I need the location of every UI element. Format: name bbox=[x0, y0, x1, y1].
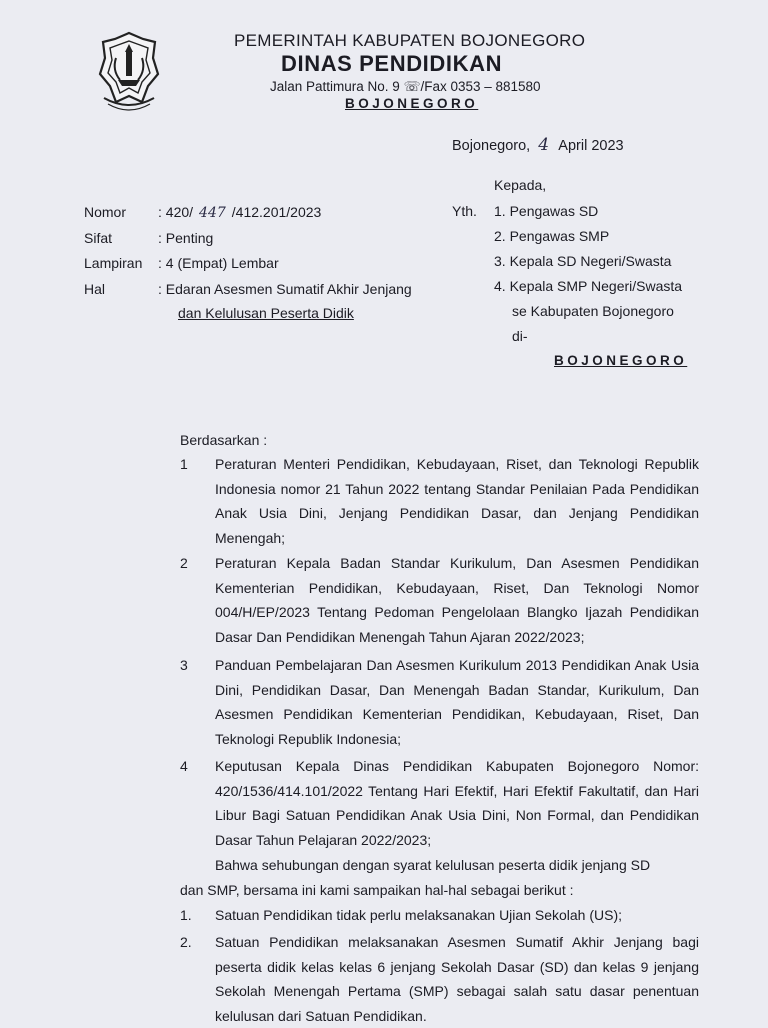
sifat-label: Sifat bbox=[84, 230, 113, 246]
date-day-handwritten: 4 bbox=[538, 135, 550, 155]
basis-intro: Berdasarkan : bbox=[180, 432, 268, 448]
yth-label: Yth. bbox=[452, 203, 477, 219]
hal-label: Hal bbox=[84, 281, 106, 297]
recipient-item: 2. Pengawas SMP bbox=[494, 228, 610, 244]
nomor-handwritten: 447 bbox=[199, 205, 226, 221]
point-number: 1. bbox=[180, 907, 192, 923]
statement-line1: Bahwa sehubungan dengan syarat kelulusan peserta didik jenjang SD bbox=[215, 857, 651, 873]
lampiran-label: Lampiran bbox=[84, 255, 143, 271]
point-text: Satuan Pendidikan melaksanakan Asesmen Sumatif Akhir Jenjang bagi peserta didik kelas kelas 6 jenjang Sekolah Dasar (SD) dan kelas 9 jenjang Sekolah Menengah Pertama (SMP) sebagai salah satu dasar penentuan kelulusan dari Satuan Pendidikan. bbox=[215, 934, 699, 1024]
recipient-item: 4. Kepala SMP Negeri/Swasta bbox=[494, 278, 683, 294]
lampiran-value: : 4 (Empat) Lembar bbox=[158, 255, 279, 271]
basis-text: Peraturan Kepala Badan Standar Kurikulum, Dan Asesmen Pendidikan Kementerian Pendidikan, Kebudayaan, Riset, Dan Teknologi Nomor 004/H/EP/2023 Tentang Pedoman Pengelolaan Blangko Ijazah Pendidikan Dasar Dan Pendidikan Menengah Tahun Ajaran 2022/2023; bbox=[215, 555, 699, 645]
hal-value-line2: dan Kelulusan Peserta Didik bbox=[178, 305, 354, 321]
department-name: DINAS PENDIDIKAN bbox=[281, 51, 503, 76]
basis-text: Peraturan Menteri Pendidikan, Kebudayaan, Riset, dan Teknologi Republik Indonesia nomor 21 Tahun 2022 tentang Standar Penilaian Pada Pendidikan Anak Usia Dini, Jenjang Pendidikan Dasar, dan Jenjang Pendidikan Menengah; bbox=[215, 456, 699, 546]
recipient-item: 3. Kepala SD Negeri/Swasta bbox=[494, 253, 672, 269]
nomor-value bbox=[158, 204, 321, 221]
basis-number: 4 bbox=[180, 758, 188, 774]
nomor-label: Nomor bbox=[84, 204, 127, 220]
government-name: PEMERINTAH KABUPATEN BOJONEGORO bbox=[234, 31, 586, 50]
date-prefix: Bojonegoro, bbox=[452, 138, 531, 154]
basis-text: Panduan Pembelajaran Dan Asesmen Kurikulum 2013 Pendidikan Anak Usia Dini, Pendidikan Dasar, Dan Menengah Badan Standar, Kurikulum, Dan Asesmen Pendidikan Kementerian Pendidikan, Kebudayaan, Riset, Dan Teknologi Republik Indonesia; bbox=[215, 657, 699, 747]
recipient-di: di- bbox=[512, 328, 528, 344]
letterhead-city: BOJONEGORO bbox=[345, 96, 479, 111]
basis-text: Keputusan Kepala Dinas Pendidikan Kabupaten Bojonegoro Nomor: 420/1536/414.101/2022 Tentang Hari Efektif, Hari Efektif Fakultatif, dan Hari Libur Bagi Satuan Pendidikan Anak Usia Dini, Non Formal, dan Pendidikan Dasar Tahun Pelajaran 2022/2023; bbox=[215, 758, 699, 848]
bojonegoro-crest-icon bbox=[98, 30, 160, 112]
address-line: Jalan Pattimura No. 9 ☏/Fax 0353 – 881580 bbox=[270, 79, 541, 94]
point-number: 2. bbox=[180, 934, 192, 950]
nomor-suffix: /412.201/2023 bbox=[231, 204, 322, 220]
sifat-value: : Penting bbox=[158, 230, 214, 246]
basis-number: 3 bbox=[180, 657, 188, 673]
basis-number: 1 bbox=[180, 456, 188, 472]
recipient-scope: se Kabupaten Bojonegoro bbox=[512, 303, 674, 319]
hal-value-line1: : Edaran Asesmen Sumatif Akhir Jenjang bbox=[158, 281, 412, 297]
recipient-city: BOJONEGORO bbox=[554, 353, 688, 368]
kepada-label: Kepada, bbox=[494, 177, 547, 193]
letter-date bbox=[452, 135, 624, 155]
point-text: Satuan Pendidikan tidak perlu melaksanakan Ujian Sekolah (US); bbox=[215, 907, 623, 923]
nomor-prefix: : 420/ bbox=[158, 204, 194, 220]
date-month-year: April 2023 bbox=[558, 138, 624, 154]
basis-number: 2 bbox=[180, 555, 188, 571]
statement-line2: dan SMP, bersama ini kami sampaikan hal-hal sebagai berikut : bbox=[180, 882, 574, 898]
recipient-item: 1. Pengawas SD bbox=[494, 203, 599, 219]
